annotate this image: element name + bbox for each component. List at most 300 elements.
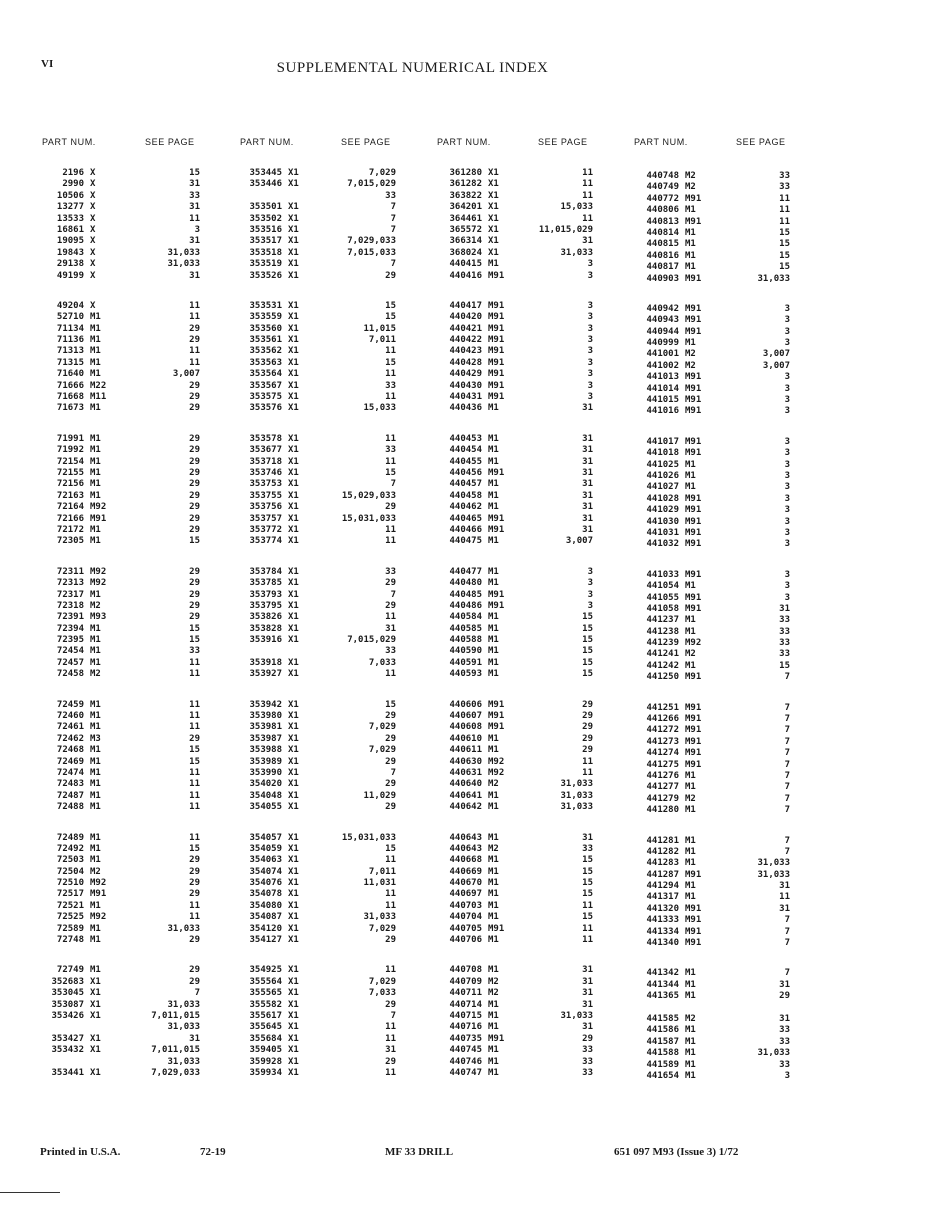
index-row xyxy=(230,965,400,976)
index-row xyxy=(230,434,400,445)
index-row xyxy=(30,312,204,323)
index-row xyxy=(230,1000,400,1011)
part-suffix: M1 xyxy=(488,745,499,756)
part-suffix: X1 xyxy=(488,190,499,201)
see-page: 33 xyxy=(582,843,593,854)
index-row xyxy=(427,1057,597,1068)
part-number: 440630 xyxy=(449,756,482,767)
index-row xyxy=(427,901,597,912)
index-row xyxy=(624,194,794,205)
part-number: 353517 xyxy=(249,236,282,247)
part-number: 72510 xyxy=(56,878,84,889)
part-suffix: X1 xyxy=(488,247,499,258)
see-page: 11 xyxy=(189,312,200,323)
part-suffix: X1 xyxy=(288,168,299,178)
part-number: 440584 xyxy=(449,612,482,623)
part-suffix: X1 xyxy=(288,578,299,589)
index-group xyxy=(30,833,204,947)
part-suffix: M91 xyxy=(685,869,702,880)
see-page: 29 xyxy=(189,490,200,501)
part-number: 72163 xyxy=(56,490,84,501)
see-page: 7 xyxy=(784,968,790,979)
part-number: 49199 xyxy=(56,270,84,281)
part-suffix: X1 xyxy=(288,855,299,866)
part-number: 353518 xyxy=(249,247,282,258)
see-page: 7 xyxy=(390,589,396,600)
part-suffix: M91 xyxy=(685,592,702,603)
part-number: 72488 xyxy=(56,802,84,813)
index-row xyxy=(230,669,400,680)
index-row xyxy=(30,1045,204,1056)
footer-product: MF 33 DRILL xyxy=(385,1146,454,1158)
see-page: 31 xyxy=(189,179,200,190)
part-suffix: M1 xyxy=(488,866,499,877)
see-page: 31 xyxy=(582,403,593,414)
part-number: 72503 xyxy=(56,855,84,866)
part-number: 441342 xyxy=(646,968,679,979)
part-number: 440417 xyxy=(449,300,482,311)
part-suffix: X1 xyxy=(288,767,299,778)
see-page: 7,011,015 xyxy=(151,1011,200,1021)
see-page: 11 xyxy=(189,699,200,710)
see-page: 15 xyxy=(385,699,396,710)
part-suffix: M1 xyxy=(488,456,499,467)
index-row xyxy=(427,479,597,490)
part-number: 72521 xyxy=(56,900,84,911)
index-row xyxy=(230,988,400,999)
index-group xyxy=(427,833,597,947)
part-number: 353785 xyxy=(249,578,282,589)
see-page: 31 xyxy=(582,524,593,535)
part-number: 353561 xyxy=(249,335,282,346)
see-page: 11,031 xyxy=(363,878,396,889)
index-row xyxy=(624,760,794,771)
index-row xyxy=(230,924,400,935)
see-page: 11 xyxy=(385,369,396,380)
part-suffix: M1 xyxy=(488,889,499,900)
see-page: 11 xyxy=(779,892,790,903)
see-page: 29 xyxy=(385,270,396,281)
see-page: 3 xyxy=(784,516,790,527)
part-number: 440806 xyxy=(646,205,679,216)
part-number: 353828 xyxy=(249,623,282,634)
part-number: 72166 xyxy=(56,513,84,524)
part-number: 354057 xyxy=(249,832,282,843)
index-row xyxy=(30,479,204,490)
index-row xyxy=(624,649,794,660)
index-row xyxy=(427,646,597,657)
part-suffix: X1 xyxy=(288,479,299,490)
part-suffix: X1 xyxy=(90,1033,101,1044)
see-page: 33 xyxy=(385,445,396,456)
see-page: 15 xyxy=(582,612,593,623)
see-page: 31 xyxy=(582,490,593,501)
index-row xyxy=(624,251,794,262)
part-number: 440668 xyxy=(449,855,482,866)
part-suffix: M91 xyxy=(488,524,505,535)
part-suffix: M1 xyxy=(90,646,101,657)
see-page: 15 xyxy=(582,635,593,646)
part-number: 440746 xyxy=(449,1056,482,1067)
index-row xyxy=(427,1045,597,1056)
part-number: 71315 xyxy=(56,357,84,368)
see-page: 7,015,029 xyxy=(347,179,396,190)
see-page: 31 xyxy=(582,832,593,843)
see-page: 3 xyxy=(784,326,790,337)
index-row xyxy=(427,867,597,878)
see-page: 33 xyxy=(779,615,790,626)
part-number: 440606 xyxy=(449,699,482,710)
index-row xyxy=(230,912,400,923)
page-title: SUPPLEMENTAL NUMERICAL INDEX xyxy=(276,60,549,76)
part-number: 353446 xyxy=(249,179,282,190)
part-number: 441280 xyxy=(646,805,679,816)
see-page: 29 xyxy=(189,467,200,478)
see-page: 7 xyxy=(784,702,790,713)
part-number: 355617 xyxy=(249,1011,282,1021)
part-suffix: M1 xyxy=(90,779,101,790)
see-page: 31 xyxy=(189,270,200,281)
part-suffix: X xyxy=(90,236,96,247)
see-page: 11 xyxy=(385,346,396,357)
index-row xyxy=(230,225,400,236)
see-page: 29 xyxy=(189,600,200,611)
see-page: 11,015 xyxy=(363,323,396,334)
index-row xyxy=(30,236,204,247)
see-page: 7,011 xyxy=(368,335,396,346)
index-row xyxy=(427,590,597,601)
see-page: 7 xyxy=(390,767,396,778)
part-suffix: M1 xyxy=(685,262,696,273)
part-suffix: M1 xyxy=(90,456,101,467)
part-suffix: M1 xyxy=(488,999,499,1010)
part-suffix: X1 xyxy=(288,224,299,235)
part-number: 441237 xyxy=(646,615,679,626)
index-row xyxy=(624,593,794,604)
see-page: 3 xyxy=(587,346,593,357)
part-suffix: M1 xyxy=(488,578,499,589)
index-row xyxy=(230,381,400,392)
see-page: 3 xyxy=(587,323,593,334)
part-number: 441026 xyxy=(646,470,679,481)
part-suffix: X1 xyxy=(488,179,499,190)
index-row xyxy=(624,517,794,528)
part-number: 440669 xyxy=(449,866,482,877)
part-number: 355582 xyxy=(249,999,282,1010)
part-number: 440480 xyxy=(449,578,482,589)
see-page: 11 xyxy=(189,711,200,722)
part-number: 72749 xyxy=(56,965,84,976)
part-suffix: M1 xyxy=(685,858,696,869)
part-number: 441334 xyxy=(646,926,679,937)
index-row xyxy=(427,271,597,282)
see-page: 7 xyxy=(784,672,790,683)
see-page: 33 xyxy=(779,1036,790,1047)
part-number: 72172 xyxy=(56,524,84,535)
see-page: 33 xyxy=(189,190,200,201)
part-number: 440430 xyxy=(449,380,482,391)
index-row xyxy=(624,304,794,315)
see-page: 33 xyxy=(189,646,200,657)
part-suffix: M1 xyxy=(685,581,696,592)
index-row xyxy=(427,612,597,623)
part-suffix: X1 xyxy=(288,976,299,987)
see-page: 31,033 xyxy=(560,1011,593,1021)
see-page: 11 xyxy=(385,1022,396,1033)
part-suffix: X1 xyxy=(288,623,299,634)
see-page: 11 xyxy=(189,300,200,311)
part-number: 440643 xyxy=(449,832,482,843)
part-suffix: X1 xyxy=(288,335,299,346)
index-group xyxy=(624,171,794,285)
index-row xyxy=(624,672,794,683)
see-page: 31 xyxy=(582,502,593,513)
index-row xyxy=(624,805,794,816)
part-suffix: M91 xyxy=(685,915,702,926)
index-row xyxy=(624,836,794,847)
part-suffix: X1 xyxy=(288,889,299,900)
see-page: 7,029 xyxy=(368,745,396,756)
index-group xyxy=(30,301,204,415)
part-suffix: M91 xyxy=(488,312,505,323)
index-row xyxy=(427,833,597,844)
part-number: 440817 xyxy=(646,262,679,273)
part-number: 440711 xyxy=(449,988,482,999)
index-row xyxy=(230,1022,400,1033)
index-row xyxy=(230,590,400,601)
index-row xyxy=(624,494,794,505)
part-number: 441333 xyxy=(646,915,679,926)
index-row xyxy=(230,536,400,547)
see-page: 3 xyxy=(784,581,790,592)
part-suffix: M1 xyxy=(488,935,499,946)
part-suffix: X xyxy=(90,168,96,178)
index-row xyxy=(624,661,794,672)
part-number: 355645 xyxy=(249,1022,282,1033)
part-suffix: M2 xyxy=(90,669,101,680)
part-number: 72317 xyxy=(56,589,84,600)
index-row xyxy=(624,1060,794,1071)
index-row xyxy=(427,502,597,513)
see-page: 11,015,029 xyxy=(538,224,593,235)
part-suffix: X1 xyxy=(288,300,299,311)
see-page: 31,033 xyxy=(757,869,790,880)
see-page: 29 xyxy=(189,392,200,403)
part-number: 72457 xyxy=(56,657,84,668)
part-suffix: M91 xyxy=(685,493,702,504)
see-page: 31 xyxy=(582,513,593,524)
part-suffix: M91 xyxy=(685,736,702,747)
part-suffix: M1 xyxy=(685,805,696,816)
index-row xyxy=(427,335,597,346)
index-row xyxy=(230,525,400,536)
see-page: 11 xyxy=(582,179,593,190)
part-suffix: X1 xyxy=(288,756,299,767)
part-suffix: X1 xyxy=(288,1011,299,1021)
part-number: 441282 xyxy=(646,846,679,857)
part-suffix: M91 xyxy=(488,392,505,403)
part-suffix: M2 xyxy=(685,349,696,360)
see-page: 7 xyxy=(390,224,396,235)
part-suffix: M2 xyxy=(685,1014,696,1024)
index-row xyxy=(230,468,400,479)
part-suffix: M1 xyxy=(488,1045,499,1056)
part-suffix: M91 xyxy=(488,335,505,346)
part-number: 440745 xyxy=(449,1045,482,1056)
part-number: 440454 xyxy=(449,445,482,456)
index-row xyxy=(427,965,597,976)
part-suffix: M92 xyxy=(685,638,702,649)
part-suffix: X1 xyxy=(288,213,299,224)
index-group xyxy=(30,567,204,681)
part-number: 353772 xyxy=(249,524,282,535)
index-row xyxy=(30,711,204,722)
see-page: 15 xyxy=(582,889,593,900)
see-page: 11 xyxy=(189,832,200,843)
part-number: 354059 xyxy=(249,843,282,854)
part-suffix: X1 xyxy=(288,536,299,547)
part-number: 441031 xyxy=(646,527,679,538)
see-page: 29 xyxy=(582,733,593,744)
part-number: 72525 xyxy=(56,912,84,923)
part-number: 441277 xyxy=(646,782,679,793)
see-page: 31 xyxy=(385,623,396,634)
part-suffix: X xyxy=(90,202,96,213)
index-row xyxy=(30,191,204,202)
index-row xyxy=(624,361,794,372)
part-suffix: M91 xyxy=(685,569,702,580)
part-suffix: M1 xyxy=(685,770,696,781)
part-number: 440421 xyxy=(449,323,482,334)
part-suffix: X xyxy=(90,247,96,258)
part-suffix: M1 xyxy=(488,657,499,668)
part-number: 353677 xyxy=(249,445,282,456)
index-row xyxy=(30,658,204,669)
see-page: 33 xyxy=(779,171,790,181)
see-page: 29 xyxy=(385,600,396,611)
part-number: 440422 xyxy=(449,335,482,346)
part-suffix: M92 xyxy=(90,912,107,923)
part-suffix: X1 xyxy=(488,213,499,224)
see-page: 31 xyxy=(582,1022,593,1033)
see-page: 7,029 xyxy=(368,168,396,178)
part-number: 440903 xyxy=(646,273,679,284)
part-suffix: X1 xyxy=(288,866,299,877)
index-row xyxy=(230,635,400,646)
index-row xyxy=(230,624,400,635)
part-number: 29138 xyxy=(56,259,84,270)
part-number: 353826 xyxy=(249,612,282,623)
part-number: 441241 xyxy=(646,649,679,660)
see-page: 3 xyxy=(784,315,790,326)
part-number: 354120 xyxy=(249,923,282,934)
index-row xyxy=(427,988,597,999)
part-number: 72517 xyxy=(56,889,84,900)
part-suffix: X1 xyxy=(488,202,499,213)
part-suffix: M1 xyxy=(90,802,101,813)
index-row xyxy=(230,791,400,802)
index-row xyxy=(427,312,597,323)
part-suffix: M1 xyxy=(488,259,499,270)
see-page: 29 xyxy=(189,335,200,346)
index-row xyxy=(624,505,794,516)
part-suffix: X1 xyxy=(288,589,299,600)
part-suffix: M2 xyxy=(488,779,499,790)
see-page: 11 xyxy=(582,900,593,911)
part-suffix: X1 xyxy=(90,1011,101,1021)
part-suffix: M1 xyxy=(488,790,499,801)
part-suffix: M91 xyxy=(488,1033,505,1044)
see-page: 29 xyxy=(582,699,593,710)
index-row xyxy=(230,346,400,357)
index-row xyxy=(427,1034,597,1045)
part-number: 440642 xyxy=(449,802,482,813)
see-page: 11 xyxy=(385,392,396,403)
see-page: 29 xyxy=(582,711,593,722)
part-suffix: X1 xyxy=(288,502,299,513)
see-page: 3 xyxy=(587,259,593,270)
see-page: 31 xyxy=(779,603,790,614)
part-suffix: M2 xyxy=(685,793,696,804)
part-number: 354055 xyxy=(249,802,282,813)
see-page: 33 xyxy=(582,1067,593,1078)
part-number: 441014 xyxy=(646,383,679,394)
part-number: 440591 xyxy=(449,657,482,668)
see-page: 3 xyxy=(784,470,790,481)
see-page: 15 xyxy=(582,912,593,923)
index-row xyxy=(624,482,794,493)
index-row xyxy=(427,525,597,536)
index-row xyxy=(230,179,400,190)
part-suffix: M91 xyxy=(488,270,505,281)
see-page: 31,033 xyxy=(560,802,593,813)
part-number: 353560 xyxy=(249,323,282,334)
see-page: 3 xyxy=(587,312,593,323)
part-suffix: M1 xyxy=(488,635,499,646)
see-page: 3 xyxy=(784,448,790,459)
part-number: 72318 xyxy=(56,600,84,611)
part-suffix: M91 xyxy=(685,539,702,550)
index-row xyxy=(427,935,597,946)
see-page: 29 xyxy=(189,976,200,987)
index-row xyxy=(230,191,400,202)
part-suffix: M1 xyxy=(488,403,499,414)
see-page: 29 xyxy=(385,711,396,722)
part-suffix: M1 xyxy=(685,782,696,793)
see-page: 7,029 xyxy=(368,976,396,987)
part-suffix: M1 xyxy=(90,445,101,456)
see-page: 29 xyxy=(582,745,593,756)
index-group xyxy=(427,965,597,1079)
index-group xyxy=(230,301,400,415)
part-number: 72489 xyxy=(56,832,84,843)
column-header-part-1: PART NUM. xyxy=(42,137,96,147)
part-number: 353445 xyxy=(249,168,282,178)
part-number: 441276 xyxy=(646,770,679,781)
part-suffix: M1 xyxy=(488,1022,499,1033)
part-suffix: X1 xyxy=(288,965,299,976)
part-suffix: M91 xyxy=(685,938,702,949)
see-page: 7,011 xyxy=(368,866,396,877)
index-row xyxy=(30,867,204,878)
see-page: 11 xyxy=(582,767,593,778)
see-page: 33 xyxy=(779,649,790,660)
see-page: 7,033 xyxy=(368,988,396,999)
see-page: 3 xyxy=(587,357,593,368)
see-page: 11 xyxy=(582,923,593,934)
index-row xyxy=(624,748,794,759)
see-page: 29 xyxy=(189,589,200,600)
